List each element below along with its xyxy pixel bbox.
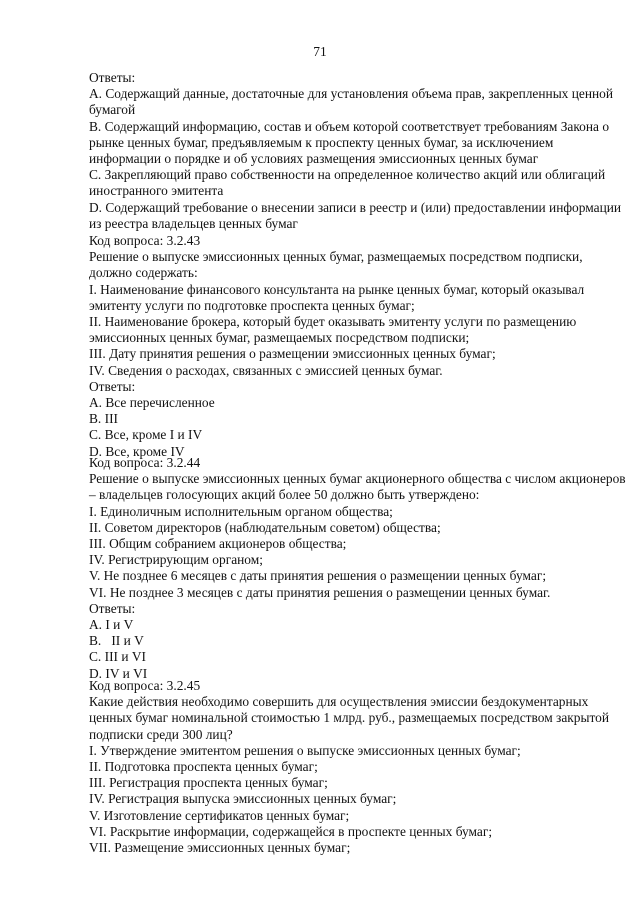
option-line: I. Утверждение эмитентом решения о выпуске эмиссионных ценных бумаг; — [89, 742, 521, 758]
answer-option: D. IV и VI — [89, 665, 148, 681]
question-text: Какие действия необходимо совершить для осуществления эмиссии бездокументарных — [89, 694, 589, 710]
option-line: II. Советом директоров (наблюдательным советом) общества; — [89, 519, 441, 535]
answer-line: бумагой — [89, 102, 136, 118]
option-line: эмитенту услуги по подготовке проспекта ценных бумаг; — [89, 297, 415, 313]
answer-option: С. III и VI — [89, 649, 146, 665]
answers-title: Ответы: — [89, 70, 136, 85]
answer-line: D. Содержащий требование о внесении записи в реестр и (или) предоставлении информации — [89, 199, 622, 215]
question-3-2-45 — [89, 678, 609, 856]
question-text: Решение о выпуске эмиссионных ценных бумаг акционерного общества с числом акционеров — [89, 471, 626, 487]
answer-option: D. Все, кроме IV — [89, 443, 185, 459]
answer-line: А. Содержащий данные, достаточные для установления объема прав, закрепленных ценной — [89, 86, 614, 102]
answer-option: А. Все перечисленное — [89, 395, 215, 411]
option-line: VI. Раскрытие информации, содержащейся в проспекте ценных бумаг; — [89, 823, 493, 839]
question-code: Код вопроса: 3.2.45 — [89, 678, 201, 693]
answer-line: из реестра владельцев ценных бумаг — [89, 215, 298, 231]
question-text: должно содержать: — [89, 265, 198, 281]
option-line: IV. Регистрирующим органом; — [89, 552, 263, 568]
option-line: II. Наименование брокера, который будет оказывать эмитенту услуги по размещению — [89, 314, 577, 330]
question-text: – владельцев голосующих акций более 50 должно быть утверждено: — [89, 487, 480, 503]
answer-option: А. I и V — [89, 617, 134, 633]
option-line: эмиссионных ценных бумаг, размещаемых посредством подписки; — [89, 330, 470, 346]
option-line: II. Подготовка проспекта ценных бумаг; — [89, 759, 318, 775]
option-line: I. Наименование финансового консультанта на рынке ценных бумаг, который оказывал — [89, 281, 585, 297]
top-answers-block — [89, 70, 622, 232]
option-line: IV. Регистрация выпуска эмиссионных ценных бумаг; — [89, 791, 397, 807]
answer-line: иностранного эмитента — [89, 183, 224, 199]
answer-line: рынке ценных бумаг, предъявляемым к проспекту ценных бумаг, за исключением — [89, 134, 554, 150]
option-line: III. Регистрация проспекта ценных бумаг; — [89, 775, 328, 791]
answer-option: В. III — [89, 411, 119, 427]
option-line: III. Дату принятия решения о размещении эмиссионных ценных бумаг; — [89, 346, 496, 362]
answer-option: В. II и V — [89, 633, 144, 649]
option-line: I. Единоличным исполнительным органом общества; — [89, 503, 393, 519]
question-code: Код вопроса: 3.2.44 — [89, 455, 201, 470]
option-line: V. Не позднее 6 месяцев с даты принятия решения о размещении ценных бумаг; — [89, 568, 547, 584]
answer-line: В. Содержащий информацию, состав и объем которой соответствует требованиям Закона о — [89, 118, 610, 134]
question-code: Код вопроса: 3.2.43 — [89, 233, 201, 248]
option-line: V. Изготовление сертификатов ценных бумаг; — [89, 807, 350, 823]
answer-line: С. Закрепляющий право собственности на определенное количество акций или облигаций — [89, 167, 606, 183]
answer-option: С. Все, кроме I и IV — [89, 427, 203, 443]
question-3-2-43 — [89, 233, 609, 460]
option-line: VII. Размещение эмиссионных ценных бумаг; — [89, 840, 351, 856]
option-line: III. Общим собранием акционеров общества; — [89, 536, 347, 552]
page-number: 71 — [313, 44, 327, 59]
question-text: подписки среди 300 лиц? — [89, 726, 233, 742]
answers-title: Ответы: — [89, 378, 136, 394]
option-line: VI. Не позднее 3 месяцев с даты принятия решения о размещении ценных бумаг. — [89, 584, 551, 600]
question-text: Решение о выпуске эмиссионных ценных бумаг, размещаемых посредством подписки, — [89, 249, 583, 265]
question-3-2-44 — [89, 455, 626, 682]
question-text: ценных бумаг номинальной стоимостью 1 млрд. руб., размещаемых посредством закрытой — [89, 710, 609, 726]
answers-title: Ответы: — [89, 600, 136, 616]
answer-line: информации о порядке и об условиях размещения эмиссионных ценных бумаг — [89, 151, 539, 167]
option-line: IV. Сведения о расходах, связанных с эмиссией ценных бумаг. — [89, 362, 443, 378]
